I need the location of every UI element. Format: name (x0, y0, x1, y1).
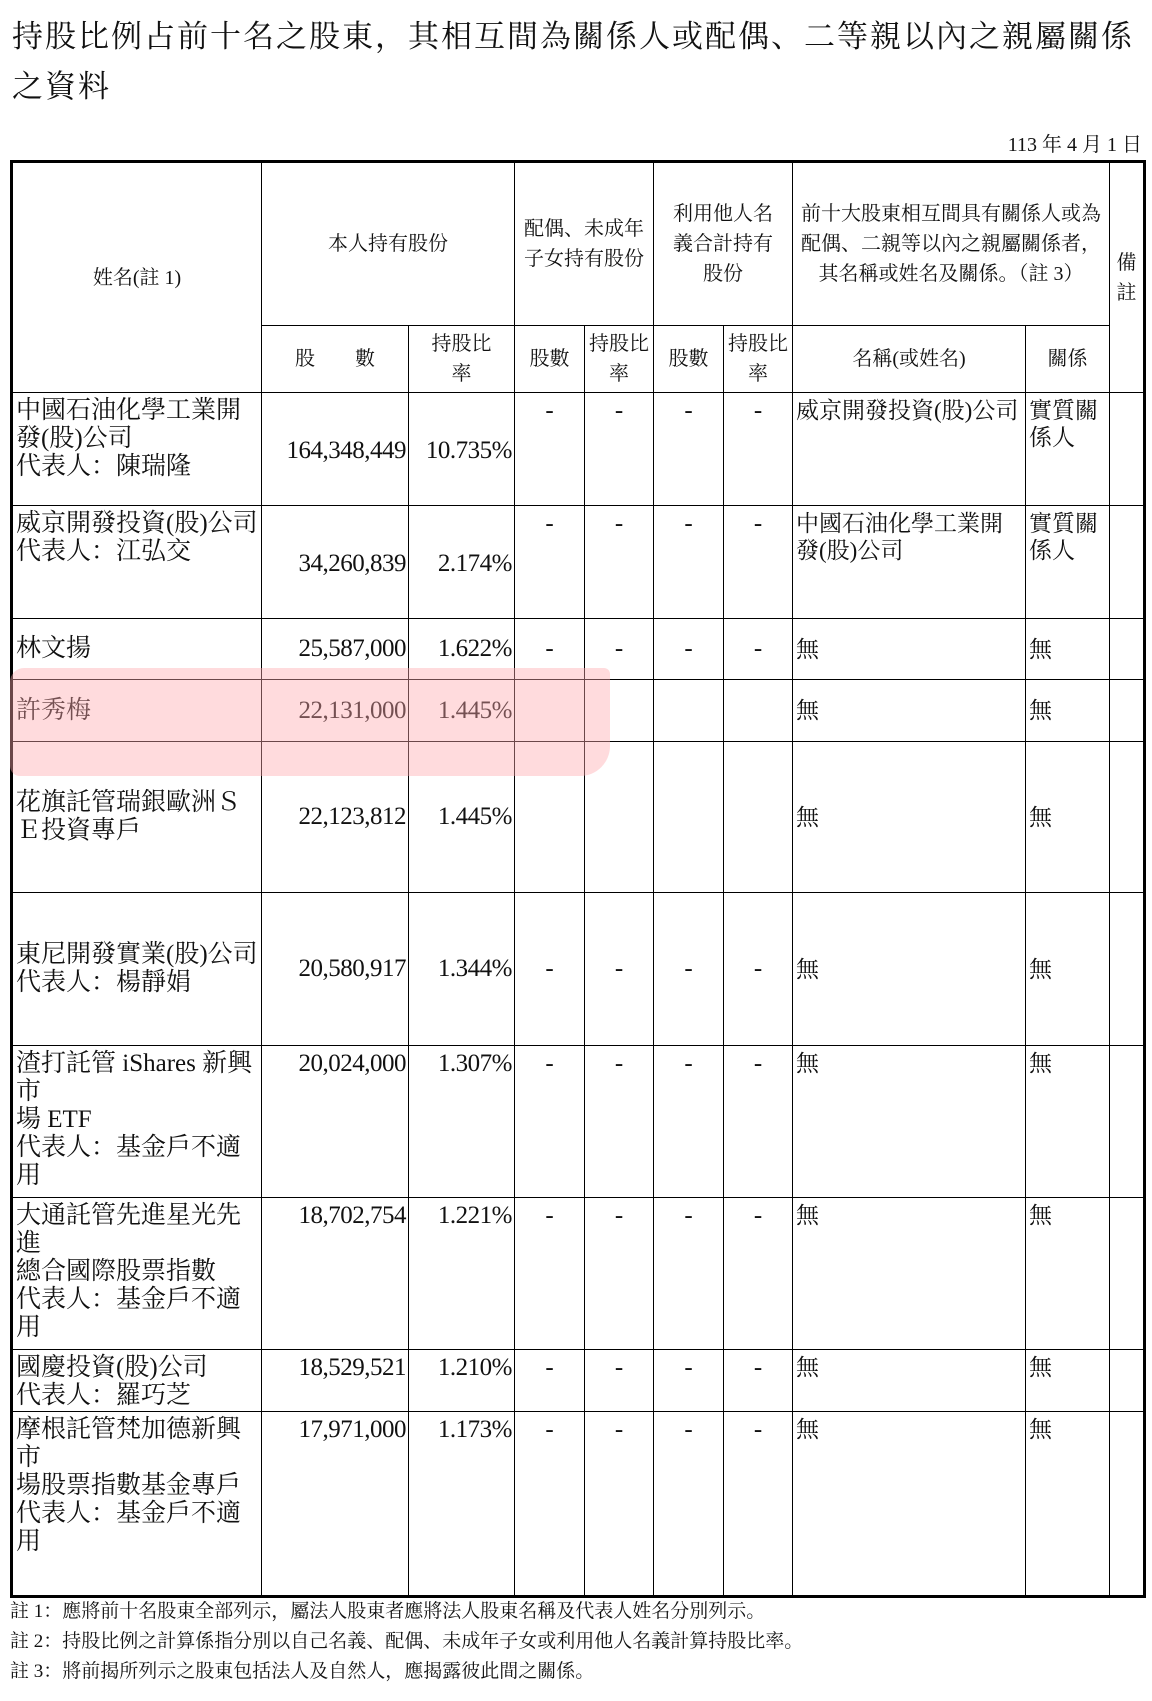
name-line: 代表人：基金戶不適用 (16, 1134, 242, 1189)
remarks (1110, 1412, 1145, 1597)
others-ratio: - (724, 506, 793, 619)
own-ratio: 1.307% (409, 1046, 515, 1198)
name-line: 中國石油化學工業開發(股)公司 (16, 397, 242, 452)
shareholder-name (12, 742, 262, 893)
shareholder-name (12, 619, 262, 680)
footnote-1: 註 1：應將前十名股東全部列示，屬法人股東者應將法人股東名稱及代表人姓名分別列示。 (10, 1601, 766, 1622)
name-line: 國慶投資(股)公司 (16, 1354, 208, 1381)
own-ratio: 1.221% (409, 1198, 515, 1350)
spouse-shares: - (515, 506, 585, 619)
others-shares: - (654, 1412, 724, 1597)
header-spouse-shares: 配偶、未成年子女持有股份 (515, 162, 654, 326)
own-ratio: 10.735% (409, 393, 515, 506)
related-name: 無 (793, 1412, 1026, 1597)
header-others-ratio: 持股比率 (724, 326, 793, 393)
others-ratio: - (724, 893, 793, 1046)
remarks (1110, 619, 1145, 680)
name-line: 大通託管先進星光先進 (16, 1202, 242, 1257)
relation: 無 (1026, 1412, 1110, 1597)
name-line: 場 ETF (16, 1106, 92, 1133)
name-line: 代表人：陳瑞隆 (16, 453, 192, 480)
remarks (1110, 893, 1145, 1046)
spouse-ratio: - (585, 393, 654, 506)
relation: 無 (1026, 1350, 1110, 1412)
name-line: 林文揚 (16, 635, 92, 662)
spouse-ratio: - (585, 1198, 654, 1350)
spouse-ratio (585, 680, 654, 742)
relation: 無 (1026, 619, 1110, 680)
others-shares (654, 742, 724, 893)
related-name: 無 (793, 619, 1026, 680)
shareholder-name (12, 1412, 262, 1597)
others-shares (654, 680, 724, 742)
remarks (1110, 1046, 1145, 1198)
spouse-ratio: - (585, 1350, 654, 1412)
spouse-shares (515, 742, 585, 893)
relation: 無 (1026, 1198, 1110, 1350)
related-name: 無 (793, 1198, 1026, 1350)
own-ratio: 1.445% (409, 742, 515, 893)
shareholder-name (12, 1350, 262, 1412)
name-line: 總合國際股票指數 (16, 1258, 217, 1285)
others-shares: - (654, 1198, 724, 1350)
table-row (12, 680, 1145, 742)
shareholder-name (12, 893, 262, 1046)
related-name: 無 (793, 680, 1026, 742)
table-row (12, 1046, 1145, 1198)
relation: 無 (1026, 893, 1110, 1046)
shareholder-name (12, 393, 262, 506)
related-name: 中國石油化學工業開發(股)公司 (793, 506, 1026, 619)
relation: 實質關 係人 (1026, 506, 1110, 619)
shareholder-table (10, 160, 1146, 1598)
own-shares: 164,348,449 (262, 393, 409, 506)
spouse-ratio: - (585, 506, 654, 619)
own-shares: 17,971,000 (262, 1412, 409, 1597)
related-name: 無 (793, 742, 1026, 893)
page-title: 持股比例占前十名之股東，其相互間為關係人或配偶、二等親以內之親屬關係之資料 (12, 19, 1134, 104)
header-others-shares: 利用他人名義合計持有股份 (654, 162, 793, 326)
own-shares: 20,580,917 (262, 893, 409, 1046)
shareholder-name (12, 680, 262, 742)
name-line: 東尼開發實業(股)公司 (16, 941, 258, 968)
spouse-ratio: - (585, 893, 654, 1046)
own-shares: 22,131,000 (262, 680, 409, 742)
footnotes (10, 1597, 803, 1687)
others-shares: - (654, 1046, 724, 1198)
own-ratio: 1.210% (409, 1350, 515, 1412)
shareholder-name (12, 506, 262, 619)
name-line: 代表人：楊靜娟 (16, 969, 192, 996)
name-line: 代表人：基金戶不適用 (16, 1286, 242, 1341)
table-row (12, 1412, 1145, 1597)
own-shares: 20,024,000 (262, 1046, 409, 1198)
relation: 無 (1026, 680, 1110, 742)
own-shares: 18,529,521 (262, 1350, 409, 1412)
header-related: 前十大股東相互間具有關係人或為配偶、二親等以內之親屬關係者，其名稱或姓名及關係。（註 3） (793, 162, 1110, 326)
name-line: 摩根託管梵加德新興市 (16, 1416, 242, 1471)
name-line: 代表人：基金戶不適用 (16, 1500, 242, 1555)
shareholder-name (12, 1198, 262, 1350)
remarks (1110, 1198, 1145, 1350)
own-shares: 34,260,839 (262, 506, 409, 619)
related-name: 無 (793, 893, 1026, 1046)
header-spouse-count: 股數 (515, 326, 585, 393)
spouse-shares: - (515, 1350, 585, 1412)
header-spouse-ratio: 持股比率 (585, 326, 654, 393)
header-relation: 關係 (1026, 326, 1110, 393)
own-ratio: 1.173% (409, 1412, 515, 1597)
header-shares: 股 數 (262, 326, 409, 393)
spouse-shares: - (515, 1198, 585, 1350)
related-name: 威京開發投資(股)公司 (793, 393, 1026, 506)
related-name: 無 (793, 1350, 1026, 1412)
name-line: 許秀梅 (16, 696, 92, 724)
table-row (12, 506, 1145, 619)
remarks (1110, 680, 1145, 742)
footnote-3: 註 3：將前揭所列示之股東包括法人及自然人，應揭露彼此間之關係。 (10, 1661, 595, 1682)
others-ratio: - (724, 1046, 793, 1198)
name-line: 代表人：羅巧芝 (16, 1382, 192, 1409)
spouse-ratio: - (585, 619, 654, 680)
name-line: 花旗託管瑞銀歐洲ＳＥ投資專戶 (16, 789, 242, 844)
header-ratio: 持股比率 (409, 326, 515, 393)
name-line: 代表人：江弘交 (16, 538, 192, 565)
others-shares: - (654, 619, 724, 680)
others-ratio: - (724, 1198, 793, 1350)
others-ratio: - (724, 619, 793, 680)
table-row (12, 1198, 1145, 1350)
own-ratio: 1.344% (409, 893, 515, 1046)
spouse-shares: - (515, 1046, 585, 1198)
own-ratio: 1.445% (409, 680, 515, 742)
spouse-shares: - (515, 893, 585, 1046)
spouse-shares: - (515, 619, 585, 680)
relation: 無 (1026, 1046, 1110, 1198)
others-ratio (724, 742, 793, 893)
header-name: 姓名(註 1) (12, 162, 262, 393)
table-row (12, 742, 1145, 893)
others-ratio (724, 680, 793, 742)
relation: 實質關 係人 (1026, 393, 1110, 506)
header-remarks: 備註 (1110, 162, 1145, 393)
name-line: 渣打託管 iShares 新興市 (16, 1050, 253, 1105)
related-name: 無 (793, 1046, 1026, 1198)
remarks (1110, 742, 1145, 893)
own-ratio: 2.174% (409, 506, 515, 619)
own-shares: 25,587,000 (262, 619, 409, 680)
others-ratio: - (724, 1412, 793, 1597)
table-row (12, 619, 1145, 680)
footnote-2: 註 2：持股比例之計算係指分別以自己名義、配偶、未成年子女或利用他人名義計算持股比率。 (10, 1631, 804, 1652)
header-related-name: 名稱(或姓名) (793, 326, 1026, 393)
own-ratio: 1.622% (409, 619, 515, 680)
table-row (12, 893, 1145, 1046)
header-others-count: 股數 (654, 326, 724, 393)
own-shares: 22,123,812 (262, 742, 409, 893)
header-own-shares: 本人持有股份 (262, 162, 515, 326)
others-ratio: - (724, 1350, 793, 1412)
others-shares: - (654, 1350, 724, 1412)
remarks (1110, 1350, 1145, 1412)
report-date: 113 年 4 月 1 日 (1007, 134, 1142, 156)
table-row (12, 1350, 1145, 1412)
own-shares: 18,702,754 (262, 1198, 409, 1350)
shareholder-name (12, 1046, 262, 1198)
others-shares: - (654, 393, 724, 506)
spouse-shares: - (515, 393, 585, 506)
others-shares: - (654, 506, 724, 619)
spouse-ratio: - (585, 1412, 654, 1597)
spouse-shares: - (515, 1412, 585, 1597)
others-ratio: - (724, 393, 793, 506)
name-line: 場股票指數基金專戶 (16, 1472, 242, 1499)
spouse-ratio: - (585, 1046, 654, 1198)
spouse-ratio (585, 742, 654, 893)
others-shares: - (654, 893, 724, 1046)
table-row (12, 393, 1145, 506)
spouse-shares (515, 680, 585, 742)
name-line: 威京開發投資(股)公司 (16, 510, 258, 537)
relation: 無 (1026, 742, 1110, 893)
